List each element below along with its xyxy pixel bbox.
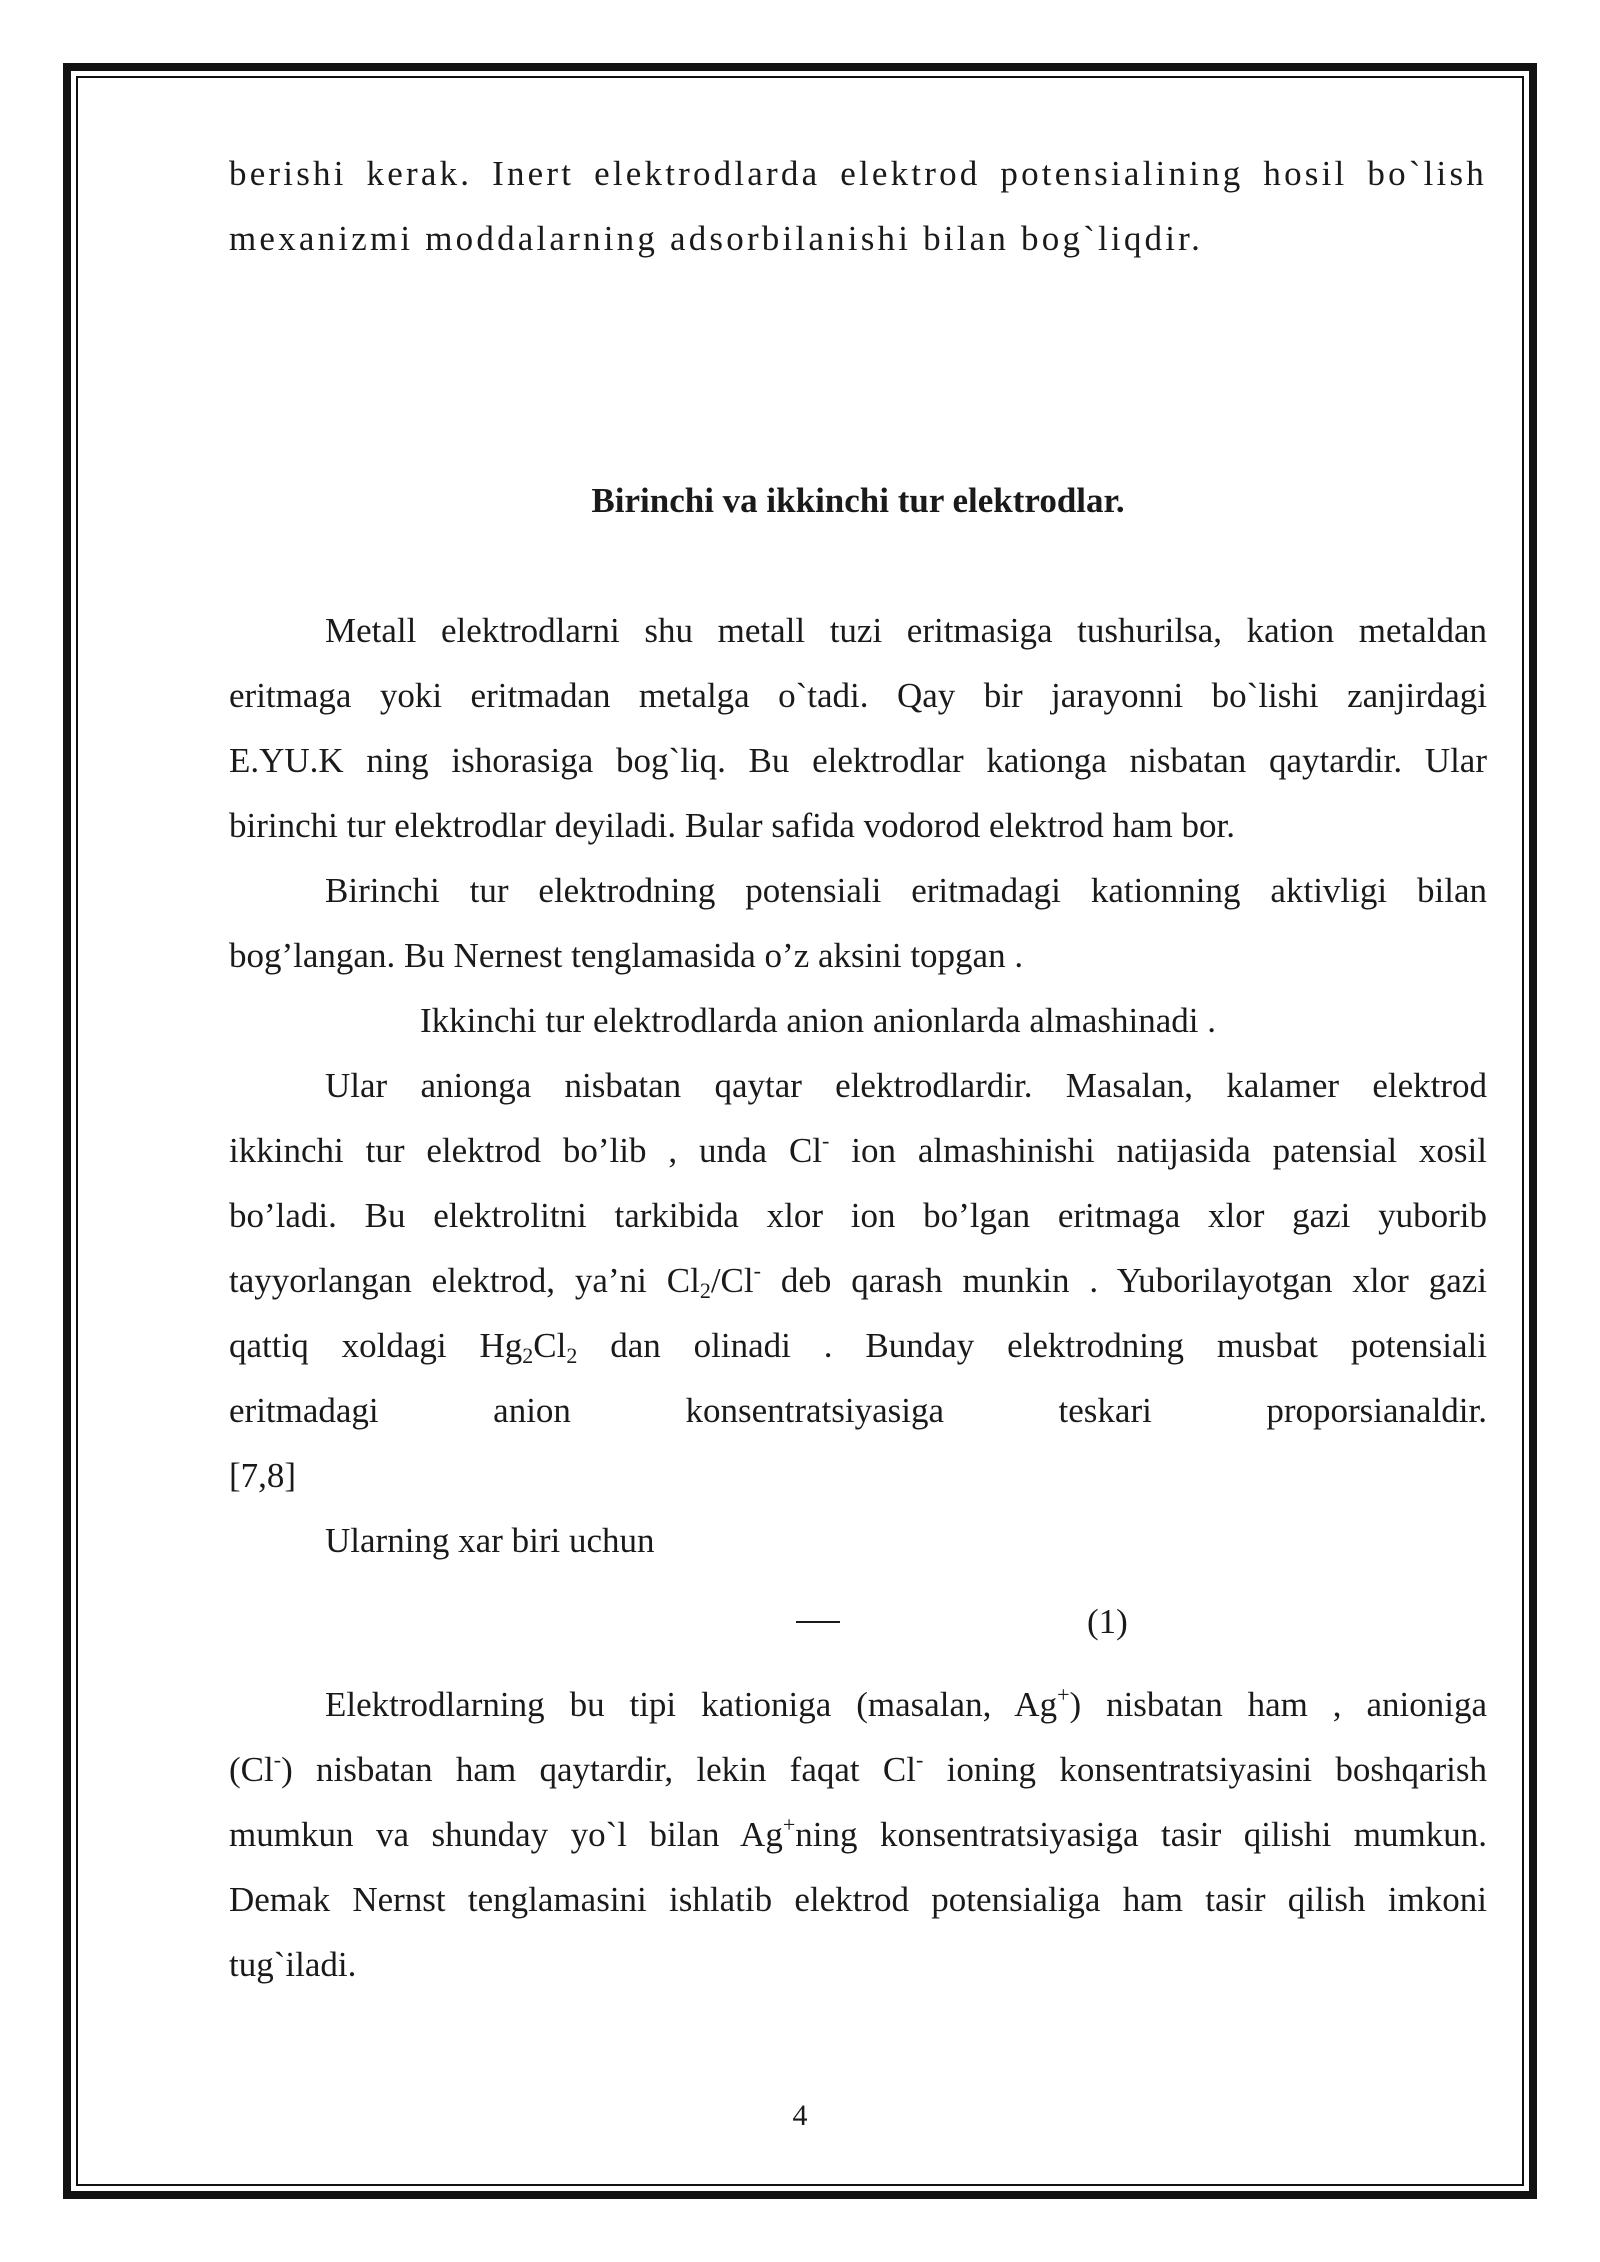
section-heading: Birinchi va ikkinchi tur elektrodlar.: [591, 481, 1125, 520]
p4-line-3: bo’ladi. Bu elektrolitni tarkibida xlor ion bo’lgan eritmaga xlor gazi yuborib: [229, 1196, 1487, 1235]
p1-line-1: Metall elektrodlarni shu metall tuzi eritmasiga tushurilsa, kation metaldan: [325, 611, 1487, 650]
p6-line-3: mumkun va shunday yo`l bilan Ag+ning konsentratsiyasiga tasir qilishi mumkun.: [229, 1812, 1487, 1854]
p1-line-3: E.YU.K ning ishorasiga bog`liq. Bu elektrodlar kationga nisbatan qaytardir. Ular: [229, 741, 1487, 780]
p1-line-4: birinchi tur elektrodlar deyiladi. Bular safida vodorod elektrod ham bor.: [229, 806, 1235, 845]
p1-line-2: eritmaga yoki eritmadan metalga o`tadi. Qay bir jarayonni bo`lishi zanjirdagi: [229, 676, 1487, 715]
page-number: 4: [792, 2099, 808, 2132]
p4-line-2: ikkinchi tur elektrod bo’lib , unda Cl- ion almashinishi natijasida patensial xosil: [229, 1128, 1487, 1170]
p5-line-1: Ularning xar biri uchun: [325, 1521, 655, 1560]
p6-line-1: Elektrodlarning bu tipi kationiga (masalan, Ag+) nisbatan ham , anioniga: [325, 1682, 1487, 1724]
intro-line-1: berishi kerak. Inert elektrodlarda elektrod potensialining hosil bo`lish: [229, 154, 1487, 193]
p6-line-2: (Cl-) nisbatan ham qaytardir, lekin faqat Cl- ioning konsentratsiyasini boshqarish: [229, 1747, 1487, 1789]
p4-line-1: Ular anionga nisbatan qaytar elektrodlardir. Masalan, kalamer elektrod: [325, 1066, 1487, 1105]
p4-line-7: [7,8]: [229, 1456, 297, 1495]
p4-line-5: qattiq xoldagi $Hg_2Cl_2$ dan olinadi . Bunday elektrodning musbat potensiali: [229, 1326, 1487, 1368]
formula-fraction-bar: [796, 1621, 840, 1623]
p2-line-1: Birinchi tur elektrodning potensiali eritmadagi kationning aktivligi bilan: [325, 871, 1487, 910]
p4-line-6: eritmadagi anion konsentratsiyasiga teskari proporsianaldir.: [229, 1391, 1487, 1430]
intro-line-2: mexanizmi moddalarning adsorbilanishi bilan bog`liqdir.: [229, 219, 1204, 258]
p3-line-1: Ikkinchi tur elektrodlarda anion anionlarda almashinadi .: [420, 1001, 1216, 1040]
p6-line-5: tug`iladi.: [229, 1945, 357, 1984]
formula-number: (1): [1087, 1602, 1128, 1641]
p2-line-2: bog’langan. Bu Nernest tenglamasida o’z aksini topgan .: [229, 936, 1024, 975]
p6-line-4: Demak Nernst tenglamasini ishlatib elektrod potensialiga ham tasir qilish imkoni: [229, 1880, 1487, 1919]
p4-line-4: tayyorlangan elektrod, ya’ni $Cl_2/Cl^-$ deb qarash munkin . Yuborilayotgan xlor gazi: [229, 1258, 1487, 1303]
